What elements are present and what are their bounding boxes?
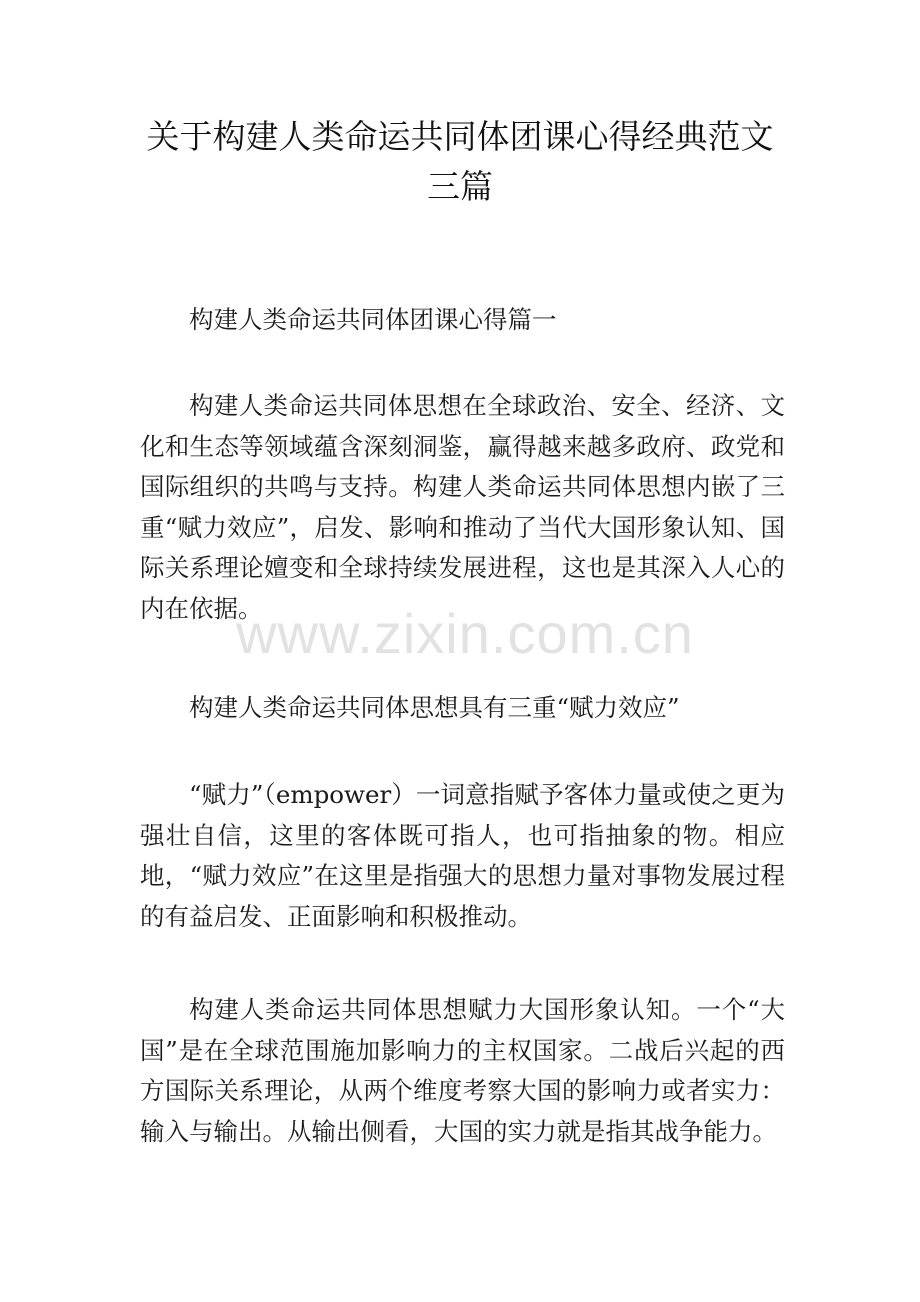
paragraph-empower-definition: “赋力”（empower）一词意指赋予客体力量或使之更为强壮自信，这里的客体既可指人，也可指抽象的物。相应地，“赋力效应”在这里是指强大的思想力量对事物发展过程的有益启发、正面影响和积极推动。 xyxy=(140,780,785,931)
document-title: 关于构建人类命运共同体团课心得经典范文三篇 xyxy=(146,117,774,206)
watermark: www.zixin.com.cn xyxy=(236,602,694,665)
paragraph-intro: 构建人类命运共同体思想在全球政治、安全、经济、文化和生态等领域蕴含深刻洞鉴，赢得越来越多政府、政党和国际组织的共鸣与支持。构建人类命运共同体思想内嵌了三重“赋力效应”，启发、影响和推动了当代大国形象认知、国际关系理论嬗变和全球持续发展进程，这也是其深入人心的内在依据。 xyxy=(140,391,785,623)
section-heading-2: 构建人类命运共同体思想具有三重“赋力效应” xyxy=(189,693,680,722)
paragraph-great-power-image: 构建人类命运共同体思想赋力大国形象认知。一个“大国”是在全球范围施加影响力的主权国家。二战后兴起的西方国际关系理论，从两个维度考察大国的影响力或者实力：输入与输出。从输出侧看，大国的实力就是指其战争能力。 xyxy=(140,995,785,1146)
section-heading-1: 构建人类命运共同体团课心得篇一 xyxy=(189,305,557,334)
